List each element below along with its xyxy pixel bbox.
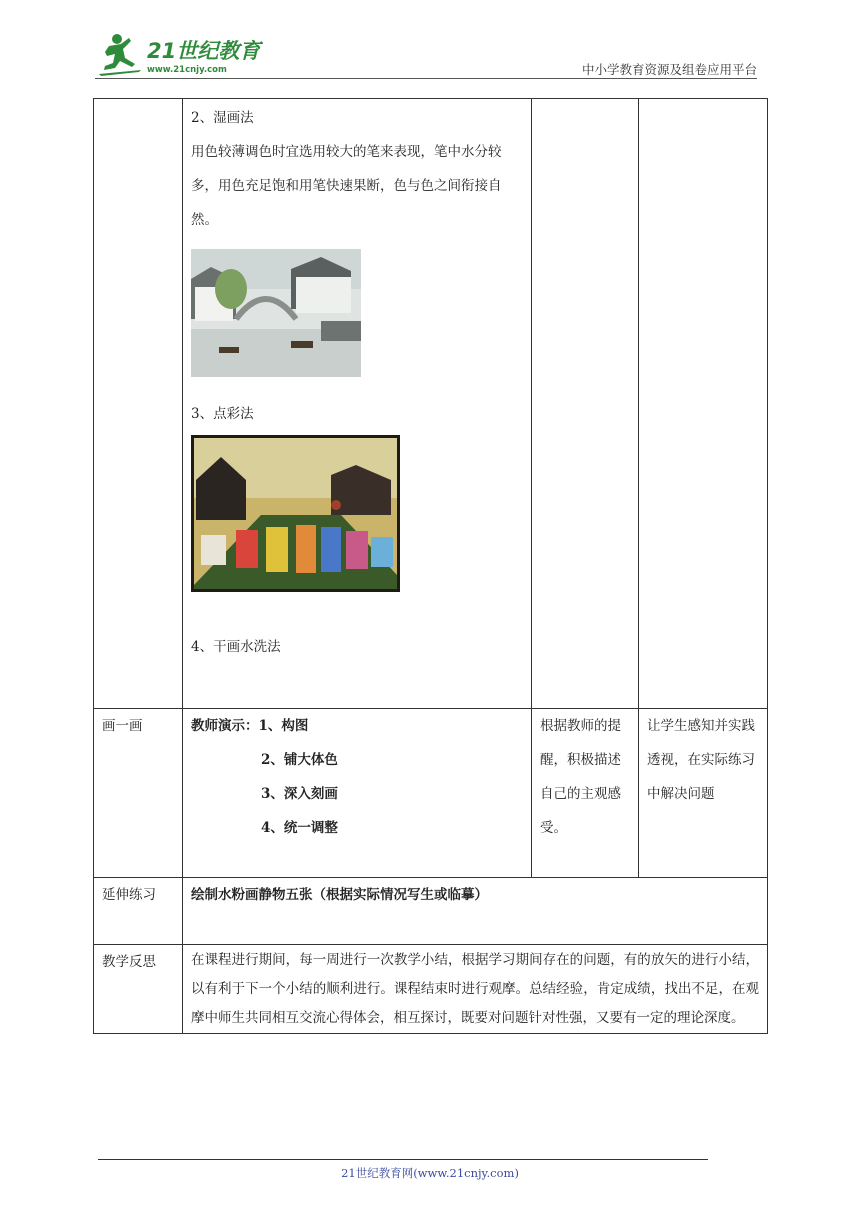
logo-url: www.21cnjy.com [147, 65, 227, 75]
reflection-cell: 在课程进行期间，每一周进行一次教学小结，根据学习期间存在的问题，有的放矢的进行小结，以有利于下一个小结的顺利进行。课程结束时进行观摩。总结经验，肯定成绩，找出不足，在观摩中师生共同相互交流心得体会，相互探讨，既要对问题针对性强，又要有一定的理论深度。 [183, 945, 768, 1034]
logo-title: 21世纪教育 [147, 39, 261, 63]
student-activity-cell: 根据教师的提醒，积极描述自己的主观感受。 [532, 709, 639, 878]
extension-practice-cell: 绘制水粉画静物五张（根据实际情况写生或临摹） [183, 878, 768, 945]
method2-title: 2、湿画法 [191, 110, 254, 126]
footer-link[interactable]: 21世纪教育网(www.21cnjy.com) [341, 1166, 519, 1180]
table-row [94, 878, 768, 945]
pointillism-painting-image [191, 435, 400, 592]
student-activity-cell [532, 99, 639, 709]
runner-icon [99, 34, 141, 76]
21cnjy-logo [95, 30, 265, 76]
row-label: 延伸练习 [94, 878, 183, 945]
table-row [94, 945, 768, 1034]
footer-divider [98, 1159, 708, 1160]
demo-item: 教师演示：1、构图 [191, 718, 309, 734]
demo-item: 3、深入刻画 [261, 786, 338, 802]
lesson-table [93, 98, 768, 1034]
method4-title: 4、干画水洗法 [191, 639, 281, 655]
platform-text: 中小学教育资源及组卷应用平台 [581, 62, 757, 77]
row-label: 画一画 [94, 709, 183, 878]
method2-desc: 用色较薄调色时宜选用较大的笔来表现，笔中水分较多，用色充足饱和用笔快速果断，色与色之间衔接自然。 [191, 144, 502, 228]
row-label: 教学反思 [94, 945, 183, 1034]
method3-title: 3、点彩法 [191, 406, 254, 422]
design-intent-cell: 让学生感知并实践透视，在实际练习中解决问题 [639, 709, 768, 878]
page-header [95, 30, 757, 78]
row-label [94, 99, 183, 709]
header-divider [95, 78, 757, 79]
table-row [94, 709, 768, 878]
demo-item: 2、铺大体色 [261, 752, 338, 768]
design-intent-cell [639, 99, 768, 709]
demo-item: 4、统一调整 [261, 820, 338, 836]
wet-painting-image [191, 249, 361, 377]
table-row [94, 99, 768, 709]
demo-cell [183, 709, 532, 878]
methods-cell [183, 99, 532, 709]
